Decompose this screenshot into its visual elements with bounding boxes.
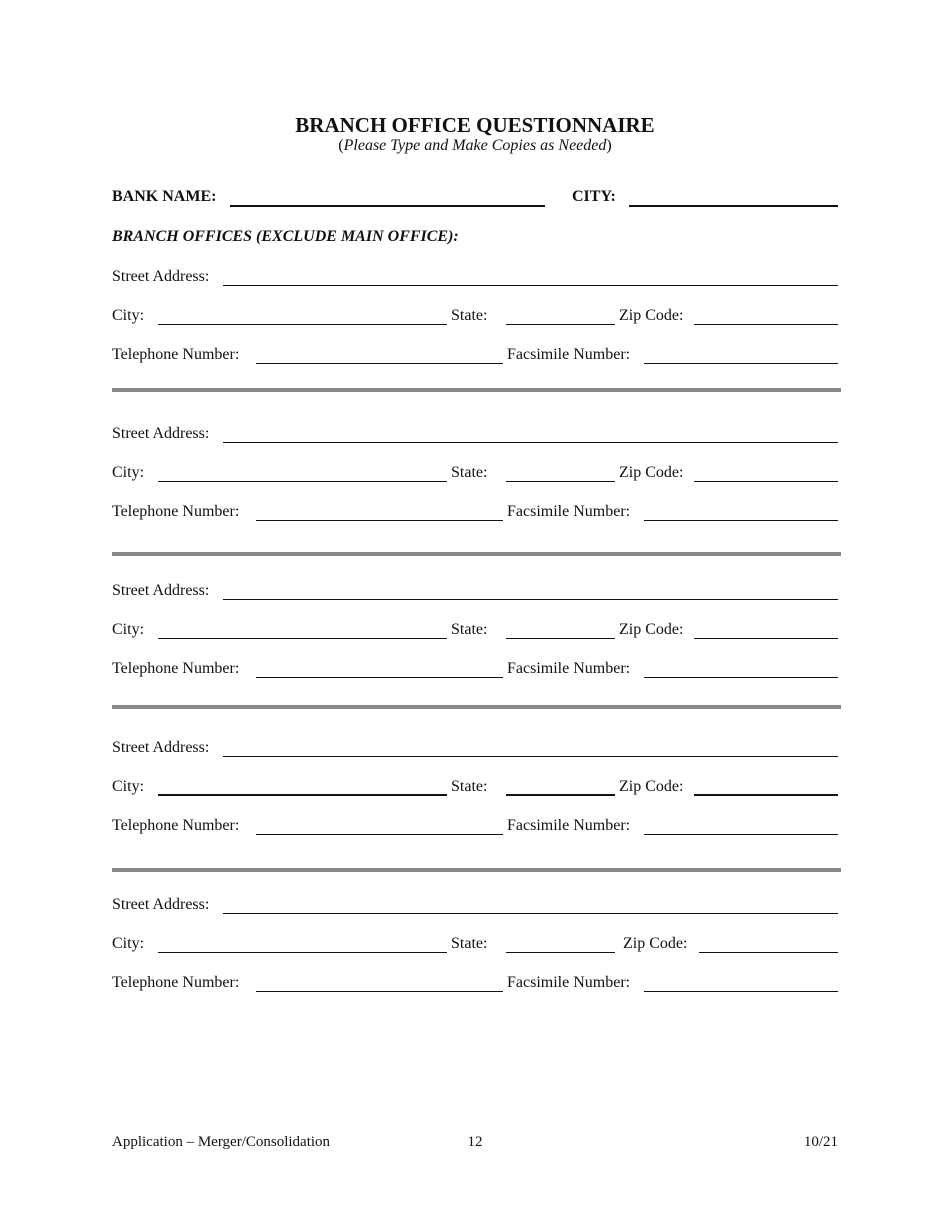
zip-code-field[interactable] [699,952,838,953]
section-heading: BRANCH OFFICES (EXCLUDE MAIN OFFICE): [112,228,459,245]
city-field[interactable] [158,324,447,325]
facsimile-field[interactable] [644,834,838,835]
bank-name-label: BANK NAME: [112,188,217,205]
telephone-label: Telephone Number: [112,346,240,363]
city-label: City: [112,621,145,638]
facsimile-field[interactable] [644,520,838,521]
facsimile-label: Facsimile Number: [507,503,631,520]
telephone-field[interactable] [256,834,503,835]
city-label: City: [112,307,145,324]
facsimile-field[interactable] [644,677,838,678]
state-label: State: [451,935,488,952]
street-address-field[interactable] [223,756,838,757]
facsimile-label: Facsimile Number: [507,346,631,363]
zip-code-label: Zip Code: [619,621,684,638]
city-field[interactable] [158,952,447,953]
telephone-field[interactable] [256,677,503,678]
footer-page-number: 12 [467,1134,483,1150]
zip-code-label: Zip Code: [623,935,688,952]
state-field[interactable] [506,481,615,482]
section-divider [112,552,841,556]
city-label: CITY: [572,188,616,205]
street-address-label: Street Address: [112,739,210,756]
form-title: BRANCH OFFICE QUESTIONNAIRE [295,113,655,137]
section-divider [112,868,841,872]
telephone-label: Telephone Number: [112,974,240,991]
state-label: State: [451,464,488,481]
city-field[interactable] [158,481,447,482]
city-label: City: [112,935,145,952]
city-field[interactable] [158,794,447,796]
telephone-label: Telephone Number: [112,817,240,834]
street-address-field[interactable] [223,442,838,443]
zip-code-label: Zip Code: [619,778,684,795]
street-address-label: Street Address: [112,896,210,913]
zip-code-field[interactable] [694,324,838,325]
facsimile-field[interactable] [644,363,838,364]
street-address-field[interactable] [223,285,838,286]
zip-code-field[interactable] [694,794,838,796]
telephone-field[interactable] [256,520,503,521]
city-field[interactable] [629,205,838,207]
zip-code-label: Zip Code: [619,307,684,324]
telephone-field[interactable] [256,991,503,992]
city-label: City: [112,464,145,481]
facsimile-label: Facsimile Number: [507,660,631,677]
state-field[interactable] [506,952,615,953]
zip-code-field[interactable] [694,481,838,482]
state-label: State: [451,778,488,795]
state-field[interactable] [506,638,615,639]
telephone-field[interactable] [256,363,503,364]
city-label: City: [112,778,145,795]
state-field[interactable] [506,324,615,325]
facsimile-field[interactable] [644,991,838,992]
form-subtitle: (Please Type and Make Copies as Needed) [338,137,612,154]
street-address-label: Street Address: [112,425,210,442]
footer-document-name: Application – Merger/Consolidation [112,1134,331,1150]
street-address-field[interactable] [223,913,838,914]
state-label: State: [451,621,488,638]
facsimile-label: Facsimile Number: [507,974,631,991]
street-address-label: Street Address: [112,268,210,285]
facsimile-label: Facsimile Number: [507,817,631,834]
city-field[interactable] [158,638,447,639]
footer-revision-date: 10/21 [803,1134,838,1150]
telephone-label: Telephone Number: [112,503,240,520]
section-divider [112,705,841,709]
street-address-label: Street Address: [112,582,210,599]
zip-code-field[interactable] [694,638,838,639]
state-label: State: [451,307,488,324]
state-field[interactable] [506,794,615,796]
street-address-field[interactable] [223,599,838,600]
bank-name-field[interactable] [230,205,545,207]
section-divider [112,388,841,392]
zip-code-label: Zip Code: [619,464,684,481]
telephone-label: Telephone Number: [112,660,240,677]
